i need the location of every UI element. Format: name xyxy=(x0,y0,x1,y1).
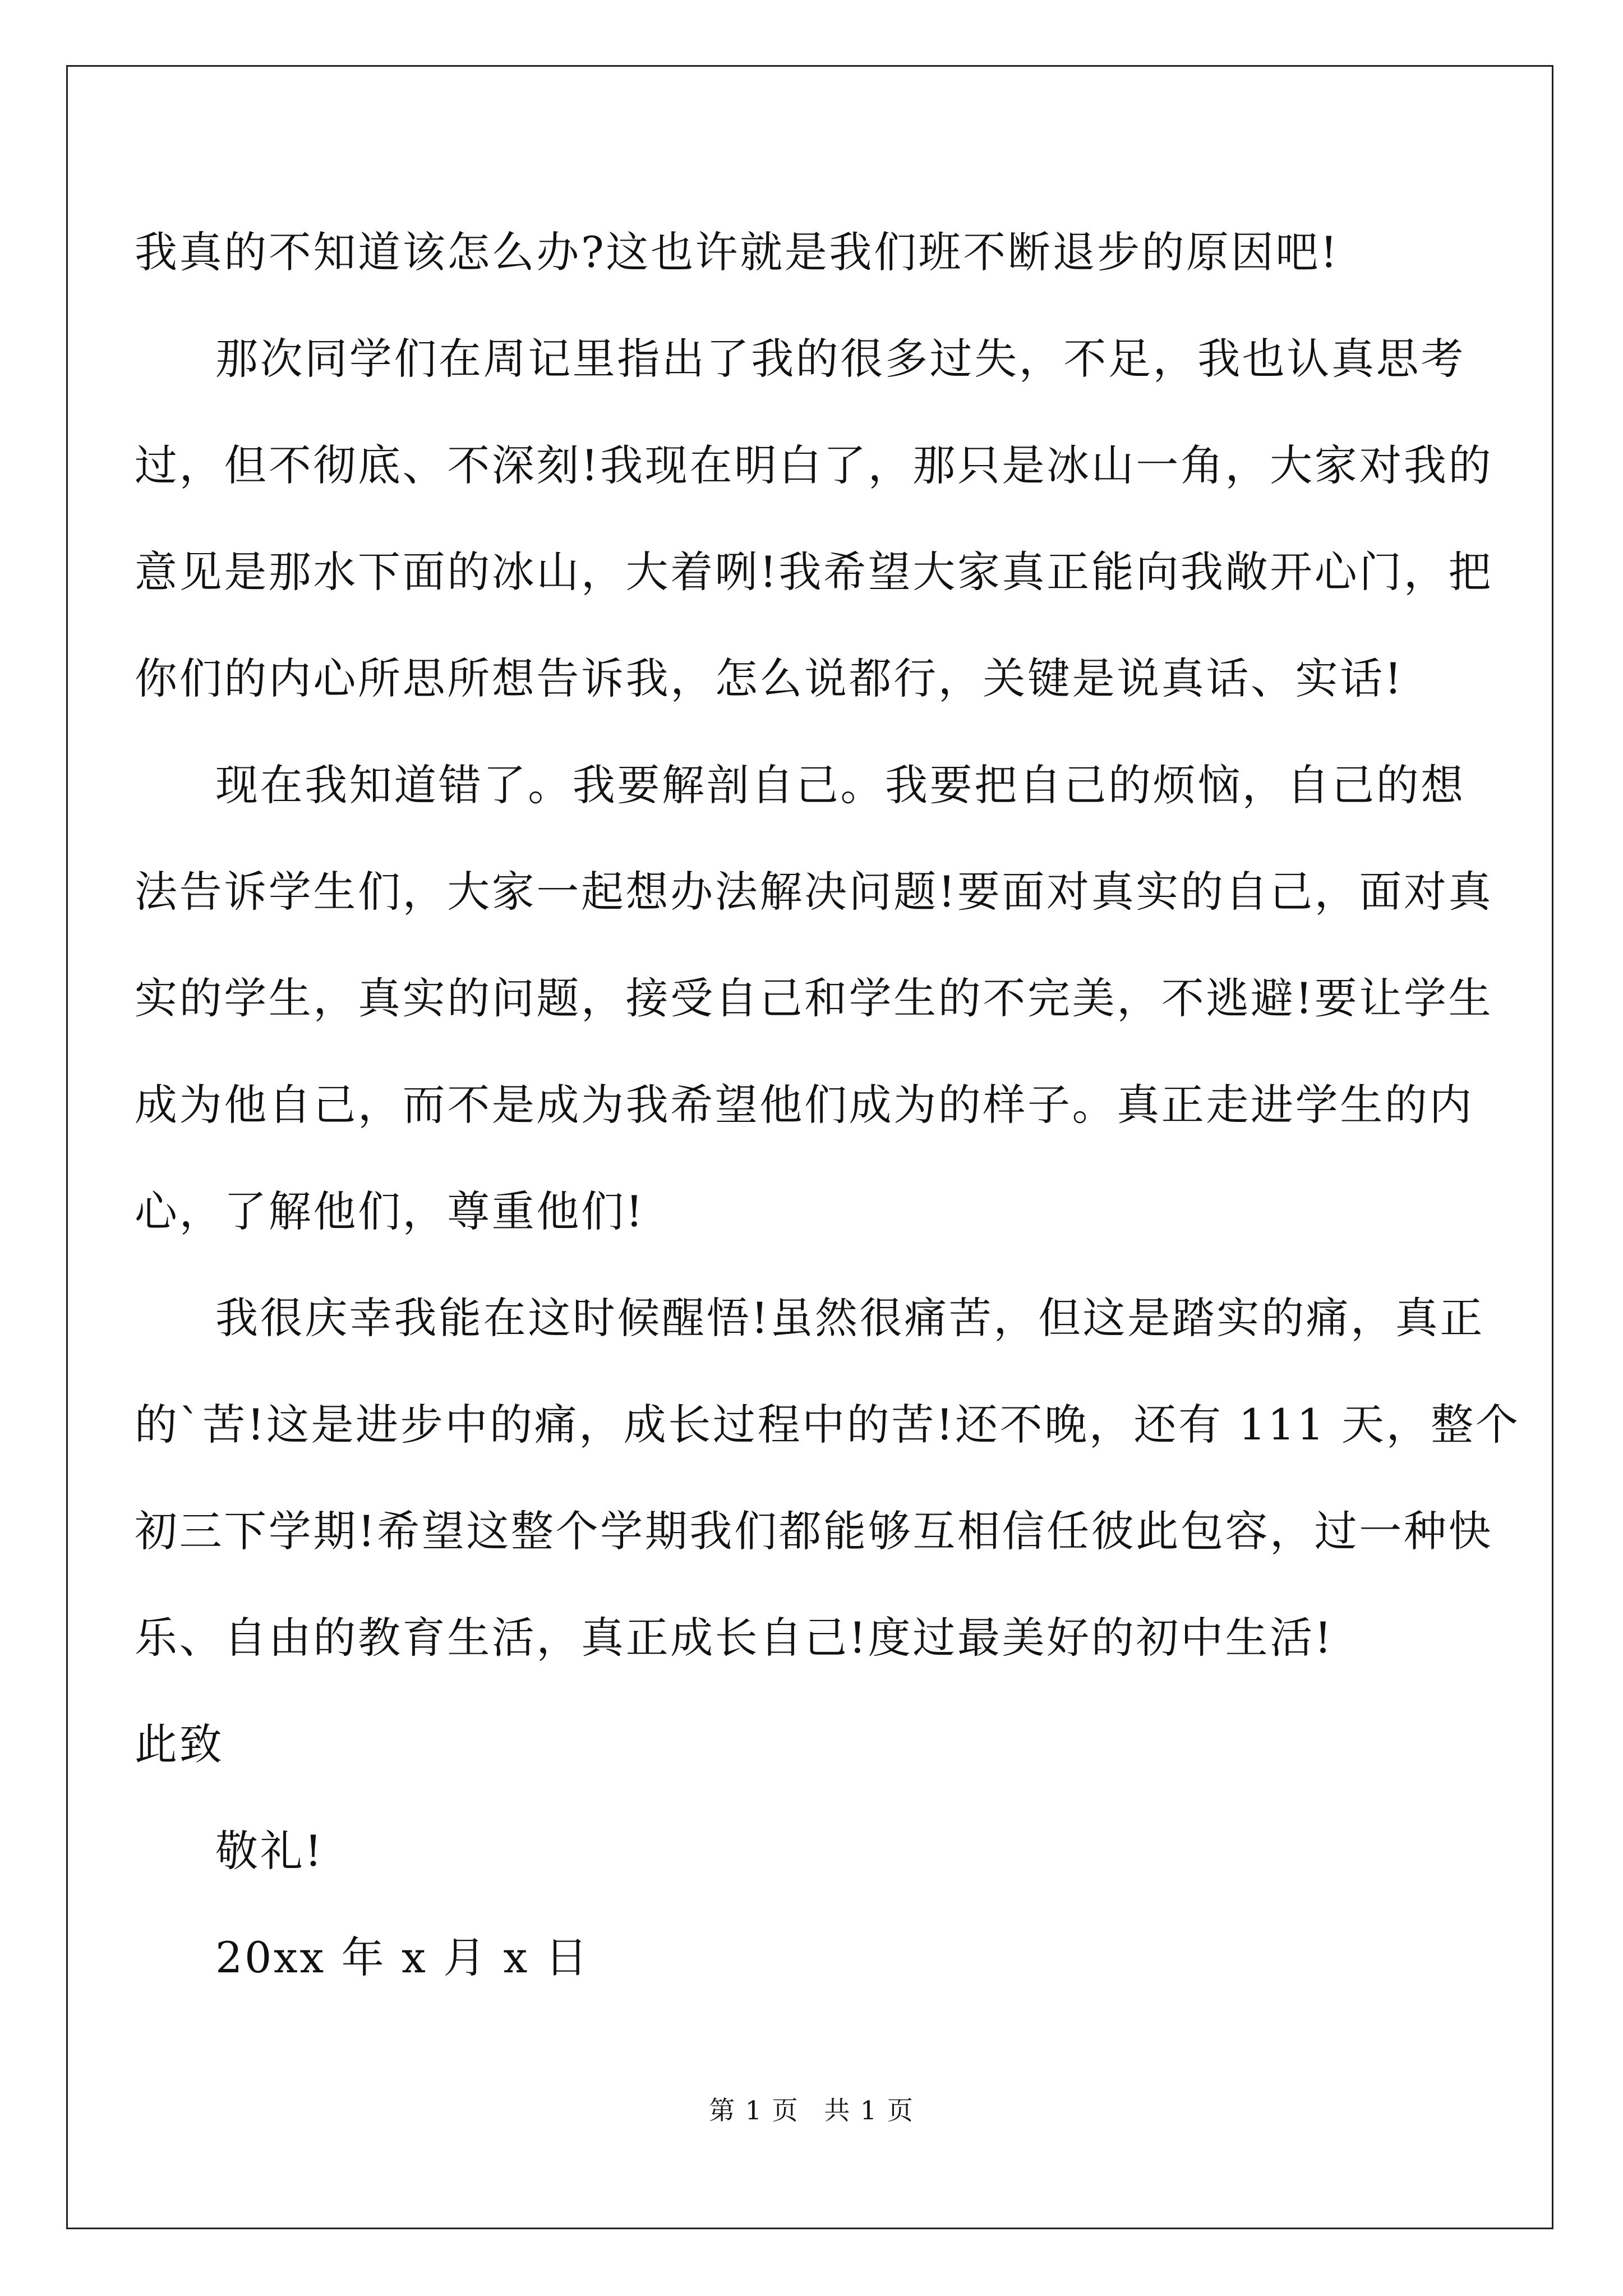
paragraph-line: 初三下学期!希望这整个学期我们都能够互相信任彼此包容，过一种快 xyxy=(135,1506,1493,1556)
paragraph-line: 成为他自己，而不是成为我希望他们成为的样子。真正走进学生的内 xyxy=(135,1080,1474,1130)
paragraph-line: 的`苦!这是进步中的痛，成长过程中的苦!还不晚，还有 111 天，整个 xyxy=(135,1400,1520,1450)
date-line: 20xx 年 x 月 x 日 xyxy=(215,1932,590,1982)
page-number-current: 第 1 页 xyxy=(709,2095,799,2125)
paragraph-line: 实的学生，真实的问题，接受自己和学生的不完美，不逃避!要让学生 xyxy=(135,973,1493,1023)
paragraph-line: 法告诉学生们，大家一起想办法解决问题!要面对真实的自己，面对真 xyxy=(135,867,1493,917)
closing-line: 此致 xyxy=(135,1719,224,1769)
page-number-total: 共 1 页 xyxy=(824,2095,914,2125)
paragraph-line: 你们的内心所思所想告诉我，怎么说都行，关键是说真话、实话! xyxy=(135,654,1404,703)
paragraph-line: 我真的不知道该怎么办?这也许就是我们班不断退步的原因吧! xyxy=(135,227,1340,277)
paragraph-line: 我很庆幸我能在这时候醒悟!虽然很痛苦，但这是踏实的痛，真正 xyxy=(215,1293,1484,1343)
salutation-line: 敬礼! xyxy=(215,1826,324,1876)
paragraph-line: 意见是那水下面的冰山，大着咧!我希望大家真正能向我敞开心门，把 xyxy=(135,547,1493,597)
page-footer xyxy=(0,2093,1623,2127)
paragraph-line: 那次同学们在周记里指出了我的很多过失，不足，我也认真思考 xyxy=(215,334,1465,384)
paragraph-line: 心，了解他们，尊重他们! xyxy=(135,1186,645,1236)
page-frame xyxy=(66,65,1553,2229)
paragraph-line: 现在我知道错了。我要解剖自己。我要把自己的烦恼，自己的想 xyxy=(215,760,1465,810)
paragraph-line: 乐、自由的教育生活，真正成长自己!度过最美好的初中生活! xyxy=(135,1613,1334,1663)
paragraph-line: 过，但不彻底、不深刻!我现在明白了，那只是冰山一角，大家对我的 xyxy=(135,440,1493,490)
